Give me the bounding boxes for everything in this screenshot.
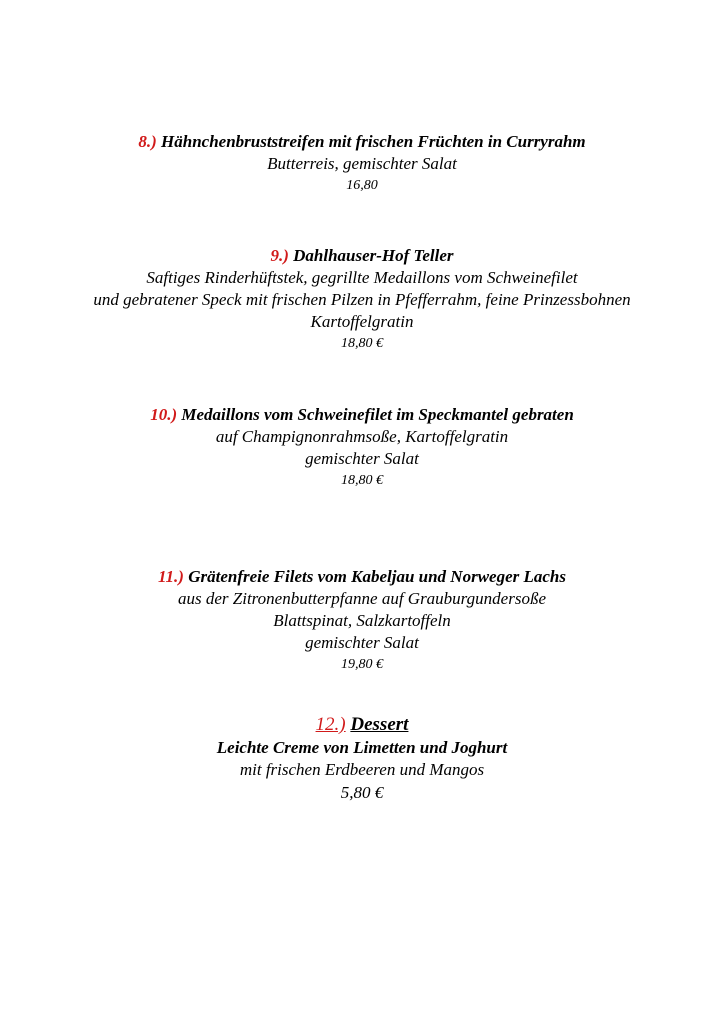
menu-item-9 [0,245,724,355]
item-name: Hähnchenbruststreifen mit frischen Früchten in Curryrahm [161,132,586,151]
dessert-price: 5,80 € [340,783,384,802]
item-number: 9.) [270,246,289,265]
item-description: Butterreis, gemischter Salat [267,154,457,173]
item-number: 10.) [150,405,178,424]
dessert-subtitle: Leichte Creme von Limetten und Joghurt [216,738,508,757]
menu-item-8 [0,131,724,197]
item-price: 16,80 [346,178,378,193]
item-name: Grätenfreie Filets vom Kabeljau und Norweger Lachs [188,567,566,586]
item-description: gemischter Salat [305,449,419,468]
item-name: Medaillons vom Schweinefilet im Speckmantel gebraten [181,405,574,424]
item-description: und gebratener Speck mit frischen Pilzen in Pfefferrahm, feine Prinzessbohnen [93,290,631,309]
item-price: 19,80 € [341,657,383,672]
item-description: auf Champignonrahmsoße, Kartoffelgratin [215,427,509,446]
item-number: 11.) [157,567,184,586]
item-number: 12.) [315,714,346,735]
item-description: Saftiges Rinderhüftstek, gegrillte Medaillons vom Schweinefilet [146,268,578,287]
menu-item-10 [0,404,724,492]
item-title [0,566,724,588]
item-title [0,404,724,426]
menu-item-12-dessert [0,713,724,805]
item-description: aus der Zitronenbutterpfanne auf Grauburgundersoße [177,589,546,608]
item-price: 18,80 € [341,336,383,351]
dessert-heading: Dessert [350,714,409,735]
item-name: Dahlhauser-Hof Teller [293,246,454,265]
item-description: Blattspinat, Salzkartoffeln [273,611,451,630]
item-title [0,245,724,267]
item-description: Kartoffelgratin [310,312,414,331]
menu-item-11 [0,566,724,676]
dessert-title [0,713,724,737]
dessert-description: mit frischen Erdbeeren und Mangos [239,760,485,779]
item-price: 18,80 € [341,473,383,488]
item-description: gemischter Salat [305,633,419,652]
item-title [0,131,724,153]
item-number: 8.) [138,132,157,151]
